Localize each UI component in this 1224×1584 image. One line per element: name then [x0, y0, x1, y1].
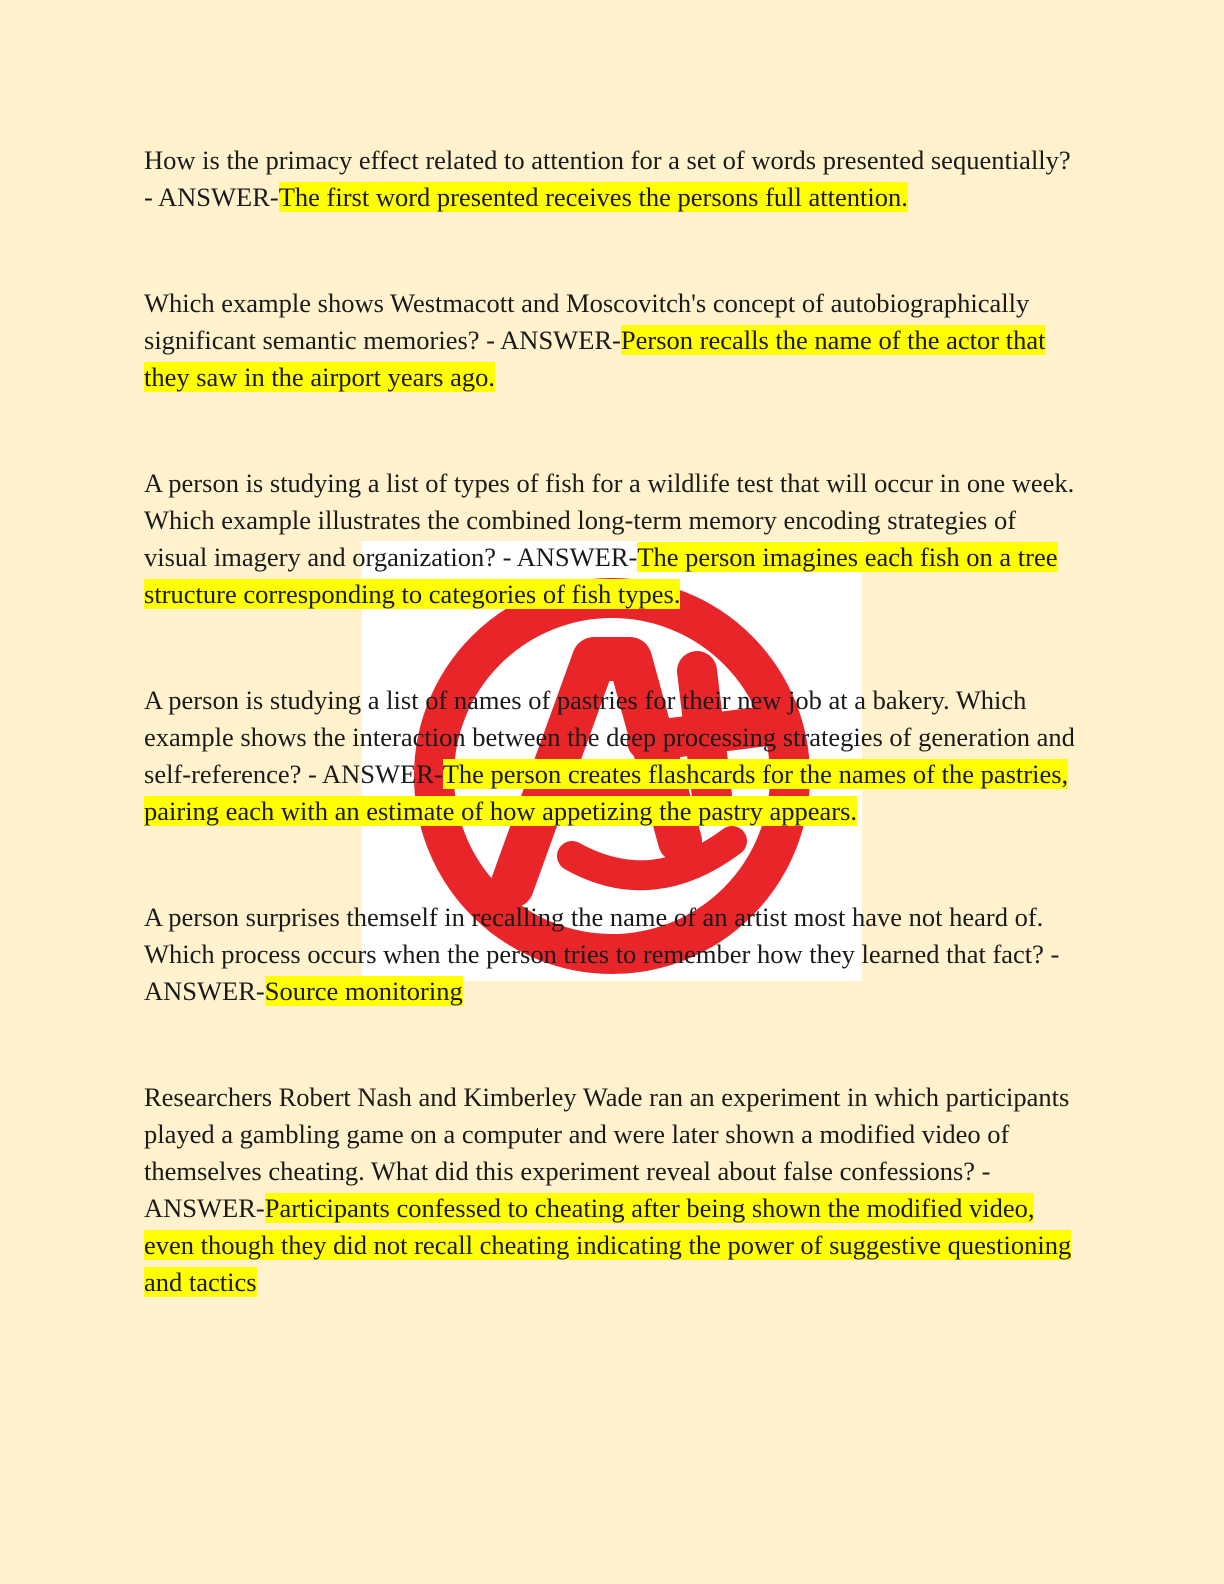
qa-list — [144, 142, 1084, 1301]
question-text: A person surprises themself in recalling the name of an artist most have not heard of. Which process occurs when the person tries to remember how they learned that fact? - ANSWER- — [144, 902, 1060, 1006]
question-text: A person is studying a list of types of fish for a wildlife test that will occur in one week. Which example illustrates the combined long-term memory encoding strategies of visual imagery and organization? - ANSWER- — [144, 468, 1075, 572]
question-text: Researchers Robert Nash and Kimberley Wade ran an experiment in which participants played a gambling game on a computer and were later shown a modified video of themselves cheating. What did this experiment reveal about false confessions? - ANSWER- — [144, 1082, 1070, 1223]
question-text: Which example shows Westmacott and Moscovitch's concept of autobiographically significant semantic memories? - ANSWER- — [144, 288, 1030, 355]
answer-highlight: The person creates flashcards for the names of the pastries, pairing each with an estimate of how appetizing the pastry appears. — [144, 759, 1069, 826]
qa-item-5 — [144, 899, 1084, 1010]
answer-highlight: The first word presented receives the persons full attention. — [278, 182, 908, 212]
qa-item-3 — [144, 465, 1084, 613]
answer-highlight: Source monitoring — [264, 976, 463, 1006]
answer-highlight: Participants confessed to cheating after being shown the modified video, even though they did not recall cheating indicating the power of suggestive questioning and tactics — [144, 1193, 1072, 1297]
qa-item-4 — [144, 682, 1084, 830]
answer-highlight: The person imagines each fish on a tree structure corresponding to categories of fish types. — [144, 542, 1058, 609]
question-text: A person is studying a list of names of pastries for their new job at a bakery. Which example shows the interaction between the deep processing strategies of generation and self-reference? - ANSWER- — [144, 685, 1075, 789]
qa-item-2 — [144, 285, 1084, 396]
qa-item-6 — [144, 1079, 1084, 1301]
qa-item-1 — [144, 142, 1084, 216]
question-text: How is the primacy effect related to attention for a set of words presented sequentially? - ANSWER- — [144, 145, 1071, 212]
answer-highlight: Person recalls the name of the actor that they saw in the airport years ago. — [144, 325, 1046, 392]
